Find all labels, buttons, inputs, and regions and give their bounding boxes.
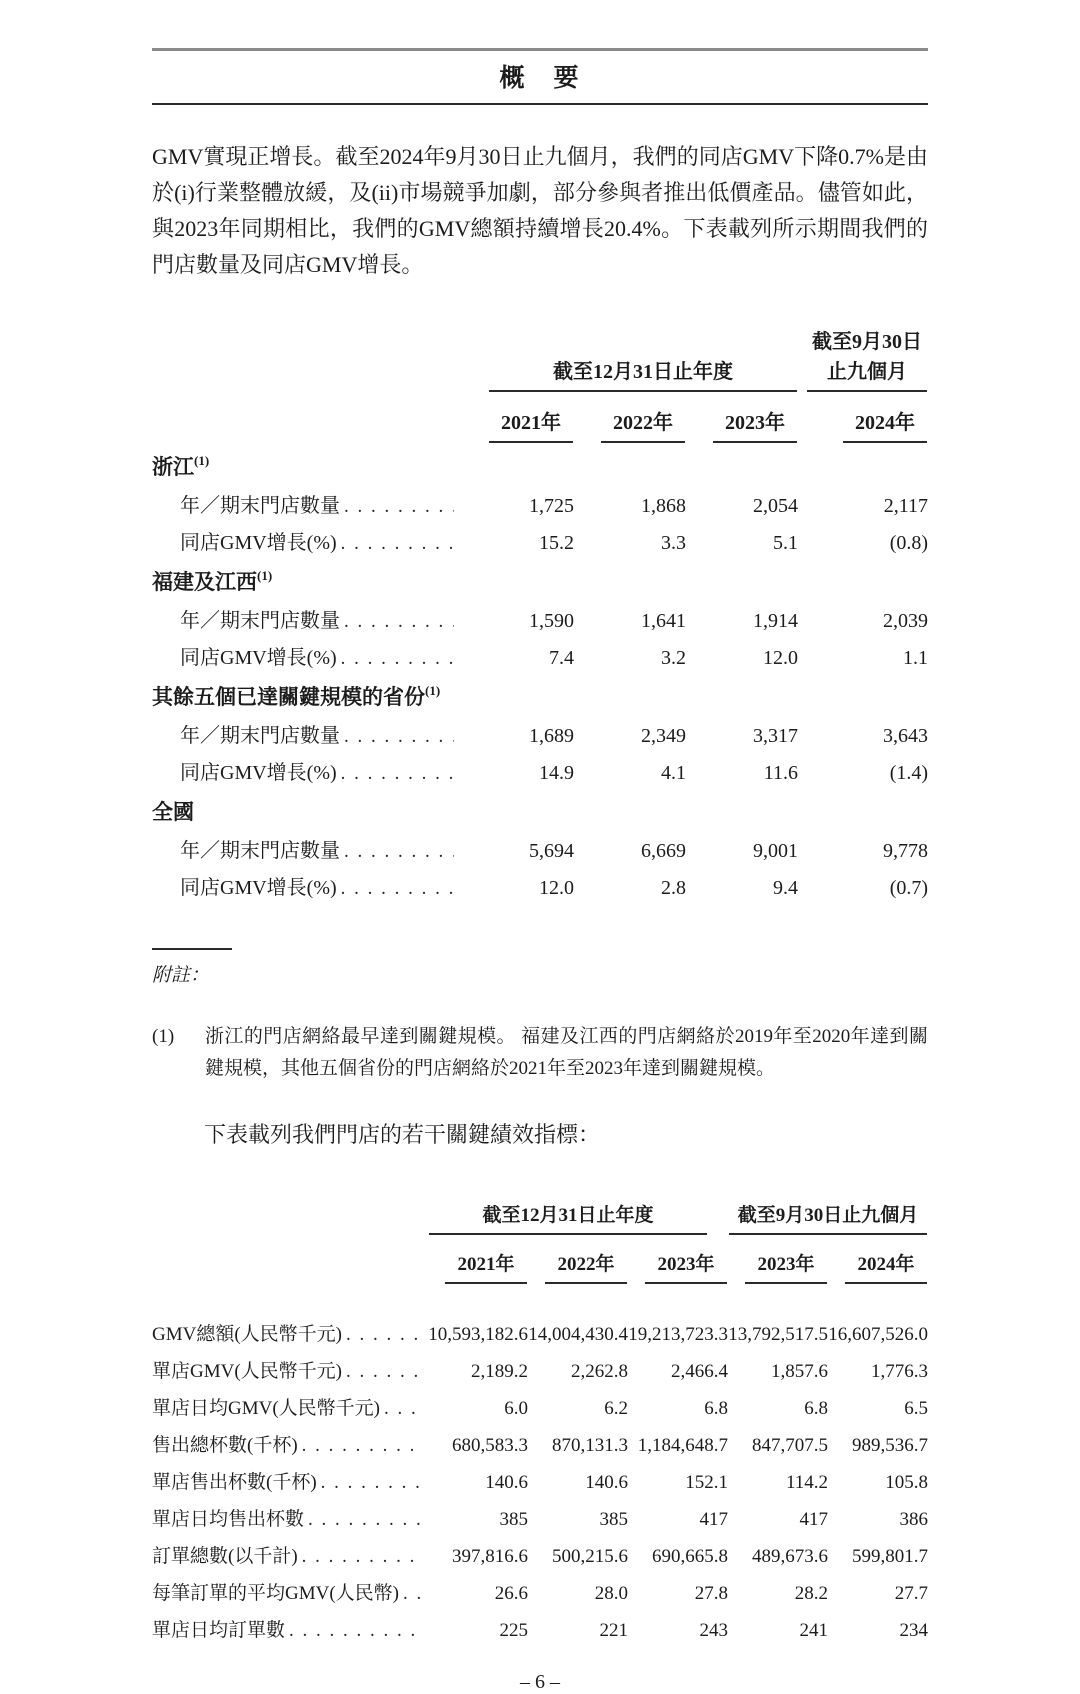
- value-cell: 2,039: [883, 610, 929, 632]
- dot-leader: [289, 1620, 420, 1642]
- value-cell: 2,466.4: [671, 1361, 729, 1382]
- table-row: [152, 867, 928, 904]
- value-cell: 9.4: [773, 877, 799, 899]
- footnote-ref: (1): [425, 683, 441, 698]
- value-cell: 3.3: [661, 532, 686, 554]
- footnote-marker: (1): [152, 1026, 175, 1047]
- row-label-cell: [152, 1388, 428, 1425]
- row-label-cell: [152, 752, 462, 789]
- year-header: 2023年: [745, 1237, 827, 1284]
- dot-leader: [341, 532, 454, 555]
- value-cell: 7.4: [549, 647, 574, 669]
- row-label: 每筆訂單的平均GMV(人民幣): [152, 1583, 399, 1604]
- row-label-cell: [152, 522, 462, 559]
- row-label: 同店GMV增長(%): [180, 877, 337, 899]
- value-cell: 1,857.6: [771, 1361, 829, 1382]
- row-label: 年／期末門店數量: [180, 840, 340, 862]
- value-cell: 1,689: [529, 725, 574, 747]
- value-cell: 4.1: [661, 762, 686, 784]
- footnote-text: 浙江的門店網絡最早達到關鍵規模。 福建及江西的門店網絡於2019年至2020年達到關鍵規模，其他五個省份的門店網絡於2021年至2023年達到關鍵規模。: [205, 1026, 928, 1079]
- table-row: [152, 715, 928, 752]
- table-row: [152, 485, 928, 522]
- nine-month-header-line1: 截至9月30日: [812, 331, 923, 353]
- value-cell: 1,868: [641, 495, 686, 517]
- row-label-cell: [152, 867, 462, 904]
- store-table-body: [152, 444, 928, 904]
- value-cell: (0.7): [889, 877, 929, 899]
- section-title-text: 浙江: [152, 455, 194, 479]
- nine-month-header-line2: 止九個月: [807, 355, 927, 392]
- row-label: 同店GMV增長(%): [180, 647, 337, 669]
- table-row: [152, 522, 928, 559]
- value-cell: 397,816.6: [452, 1546, 528, 1567]
- row-label: 單店GMV(人民幣千元): [152, 1361, 342, 1382]
- dot-leader: [346, 1324, 420, 1346]
- row-label: 同店GMV增長(%): [180, 532, 337, 554]
- table-row: [152, 752, 928, 789]
- year-header: 2024年: [845, 1237, 927, 1284]
- value-cell: 680,583.3: [452, 1435, 528, 1456]
- value-cell: 13,792,517.5: [728, 1324, 829, 1345]
- value-cell: 114.2: [785, 1472, 829, 1493]
- value-cell: 2.8: [661, 877, 686, 899]
- table-row: [152, 1573, 928, 1610]
- page-header: [152, 48, 928, 105]
- dot-leader: [302, 1435, 420, 1457]
- year-header: 2021年: [445, 1237, 527, 1284]
- year-header: 2022年: [545, 1237, 627, 1284]
- value-cell: 489,673.6: [752, 1546, 829, 1567]
- table-row: [152, 637, 928, 674]
- value-cell: 385: [499, 1509, 528, 1530]
- dot-leader: [302, 1546, 420, 1568]
- row-label: 年／期末門店數量: [180, 725, 340, 747]
- row-label: 同店GMV增長(%): [180, 762, 337, 784]
- section-row: [152, 444, 928, 485]
- value-cell: 26.6: [494, 1583, 528, 1604]
- table-row: [152, 1425, 928, 1462]
- table-row: [152, 1462, 928, 1499]
- value-cell: 870,131.3: [552, 1435, 628, 1456]
- dot-leader: [321, 1472, 420, 1494]
- section-title: [152, 789, 928, 830]
- value-cell: 105.8: [885, 1472, 929, 1493]
- row-label-cell: [152, 600, 462, 637]
- value-cell: 1,914: [753, 610, 799, 632]
- value-cell: 14.9: [539, 762, 574, 784]
- kpi-table: [152, 1199, 928, 1647]
- dot-leader: [344, 840, 454, 863]
- value-cell: 847,707.5: [752, 1435, 829, 1456]
- value-cell: 2,054: [753, 495, 799, 517]
- dot-leader: [341, 877, 454, 900]
- section-row: [152, 674, 928, 715]
- value-cell: 16,607,526.0: [828, 1324, 929, 1345]
- value-cell: 140.6: [485, 1472, 528, 1493]
- dot-leader: [344, 495, 454, 518]
- dot-leader: [341, 647, 454, 670]
- value-cell: 1,776.3: [871, 1361, 929, 1382]
- table-row: [152, 1499, 928, 1536]
- page-number: – 6 –: [520, 1671, 560, 1693]
- paragraph-gmv-growth: GMV實現正增長。截至2024年9月30日止九個月，我們的同店GMV下降0.7%是由於(i)行業整體放緩，及(ii)市場競爭加劇，部分參與者推出低價產品。儘管如此，與2023年同期相比，我們的GMV總額持續增長20.4%。下表載列所示期間我們的門店數量及同店GMV增長。: [152, 144, 928, 277]
- section-title-text: 全國: [152, 800, 194, 824]
- table-row: [152, 830, 928, 867]
- value-cell: 599,801.7: [852, 1546, 929, 1567]
- value-cell: 10,593,182.6: [428, 1324, 528, 1345]
- value-cell: 417: [699, 1509, 729, 1530]
- section-title: [152, 444, 928, 485]
- footnote-ref: (1): [257, 568, 273, 583]
- value-cell: 2,349: [641, 725, 686, 747]
- row-label-cell: [152, 1285, 428, 1351]
- value-cell: 5,694: [529, 840, 574, 862]
- year-header: 2024年: [843, 394, 927, 443]
- value-cell: 2,117: [883, 495, 929, 517]
- value-cell: 1,641: [641, 610, 686, 632]
- row-label: 售出總杯數(千杯): [152, 1435, 298, 1456]
- row-label: GMV總額(人民幣千元): [152, 1324, 342, 1345]
- value-cell: 2,189.2: [471, 1361, 528, 1382]
- value-cell: 5.1: [773, 532, 799, 554]
- value-cell: 221: [599, 1620, 628, 1641]
- value-cell: 6.0: [504, 1398, 528, 1419]
- year-header: 2022年: [601, 394, 685, 443]
- value-cell: 6.2: [604, 1398, 628, 1419]
- dot-leader: [344, 725, 454, 748]
- row-label-cell: [152, 1610, 428, 1647]
- value-cell: 690,665.8: [652, 1546, 729, 1567]
- footnote-ref: (1): [194, 453, 210, 468]
- value-cell: 28.2: [794, 1583, 829, 1604]
- value-cell: 385: [599, 1509, 628, 1530]
- value-cell: 27.7: [894, 1583, 929, 1604]
- row-label-cell: [152, 1536, 428, 1573]
- value-cell: 386: [899, 1509, 929, 1530]
- year-header: 2023年: [645, 1237, 727, 1284]
- value-cell: 2,262.8: [571, 1361, 628, 1382]
- row-label: 年／期末門店數量: [180, 495, 340, 517]
- value-cell: 15.2: [539, 532, 574, 554]
- table-row: [152, 1610, 928, 1647]
- row-label: 單店日均GMV(人民幣千元): [152, 1398, 380, 1419]
- row-label: 單店日均訂單數: [152, 1620, 286, 1641]
- value-cell: 6.5: [904, 1398, 929, 1419]
- nine-month-period-header: 截至9月30日止九個月: [729, 1200, 927, 1235]
- table-row: [152, 1536, 928, 1573]
- value-cell: 225: [499, 1620, 528, 1641]
- value-cell: 417: [799, 1509, 829, 1530]
- table-row: [152, 600, 928, 637]
- value-cell: 6.8: [804, 1398, 829, 1419]
- value-cell: 11.6: [763, 762, 799, 784]
- value-cell: 140.6: [585, 1472, 628, 1493]
- row-label-cell: [152, 637, 462, 674]
- value-cell: 9,778: [883, 840, 929, 862]
- value-cell: 1,725: [529, 495, 574, 517]
- value-cell: 14,004,430.4: [528, 1324, 628, 1345]
- row-label-cell: [152, 1573, 428, 1610]
- row-label: 單店日均售出杯數: [152, 1509, 305, 1530]
- dot-leader: [384, 1398, 420, 1420]
- value-cell: 1,590: [529, 610, 574, 632]
- footnotes-section: [152, 948, 928, 1085]
- table-row: [152, 1351, 928, 1388]
- footnote-1: [152, 1021, 928, 1085]
- value-cell: 500,215.6: [552, 1546, 628, 1567]
- dot-leader: [344, 610, 454, 633]
- row-label-cell: [152, 1462, 428, 1499]
- section-row: [152, 559, 928, 600]
- row-label: 單店售出杯數(千杯): [152, 1472, 317, 1493]
- row-label-cell: [152, 1425, 428, 1462]
- kpi-table-body: [152, 1285, 928, 1647]
- section-title: [152, 559, 928, 600]
- section-title-text: 其餘五個已達關鍵規模的省份: [152, 685, 425, 709]
- store-count-gmv-table: [152, 325, 928, 904]
- dot-leader: [308, 1509, 420, 1531]
- year-header: 2021年: [489, 394, 573, 443]
- value-cell: 9,001: [753, 840, 799, 862]
- value-cell: 3,643: [883, 725, 929, 747]
- table-row: [152, 1388, 928, 1425]
- dot-leader: [403, 1583, 420, 1605]
- value-cell: 3,317: [753, 725, 799, 747]
- value-cell: 152.1: [685, 1472, 729, 1493]
- dot-leader: [346, 1361, 420, 1383]
- dot-leader: [341, 762, 454, 785]
- row-label: 年／期末門店數量: [180, 610, 340, 632]
- annual-period-header: 截至12月31日止年度: [429, 1200, 707, 1235]
- value-cell: (1.4): [889, 762, 929, 784]
- row-label-cell: [152, 1351, 428, 1388]
- value-cell: 243: [699, 1620, 729, 1641]
- row-label-cell: [152, 830, 462, 867]
- value-cell: 28.0: [594, 1583, 628, 1604]
- paragraph-kpi-intro: 下表載列我們門店的若干關鍵績效指標：: [204, 1122, 601, 1147]
- page-title: 概 要: [499, 65, 581, 92]
- year-header: 2023年: [713, 394, 797, 443]
- value-cell: 6,669: [641, 840, 686, 862]
- value-cell: 12.0: [763, 647, 799, 669]
- annual-period-header: 截至12月31日止年度: [489, 355, 797, 392]
- value-cell: 241: [799, 1620, 829, 1641]
- row-label: 訂單總數(以千計): [152, 1546, 298, 1567]
- value-cell: 234: [899, 1620, 929, 1641]
- value-cell: (0.8): [889, 532, 929, 554]
- value-cell: 12.0: [539, 877, 574, 899]
- table-row: [152, 1285, 928, 1351]
- value-cell: 6.8: [704, 1398, 729, 1419]
- value-cell: 19,213,723.3: [628, 1324, 729, 1345]
- value-cell: 27.8: [694, 1583, 729, 1604]
- store-table-header: [152, 325, 928, 444]
- footnote-divider: [152, 948, 232, 950]
- row-label-cell: [152, 485, 462, 522]
- value-cell: 1.1: [903, 647, 929, 669]
- footnotes-label: 附註：: [152, 965, 210, 986]
- row-label-cell: [152, 715, 462, 752]
- value-cell: 1,184,648.7: [637, 1435, 729, 1456]
- section-title: [152, 674, 928, 715]
- section-row: [152, 789, 928, 830]
- kpi-table-header: [152, 1199, 928, 1285]
- value-cell: 989,536.7: [852, 1435, 929, 1456]
- section-title-text: 福建及江西: [152, 570, 257, 594]
- row-label-cell: [152, 1499, 428, 1536]
- value-cell: 3.2: [661, 647, 686, 669]
